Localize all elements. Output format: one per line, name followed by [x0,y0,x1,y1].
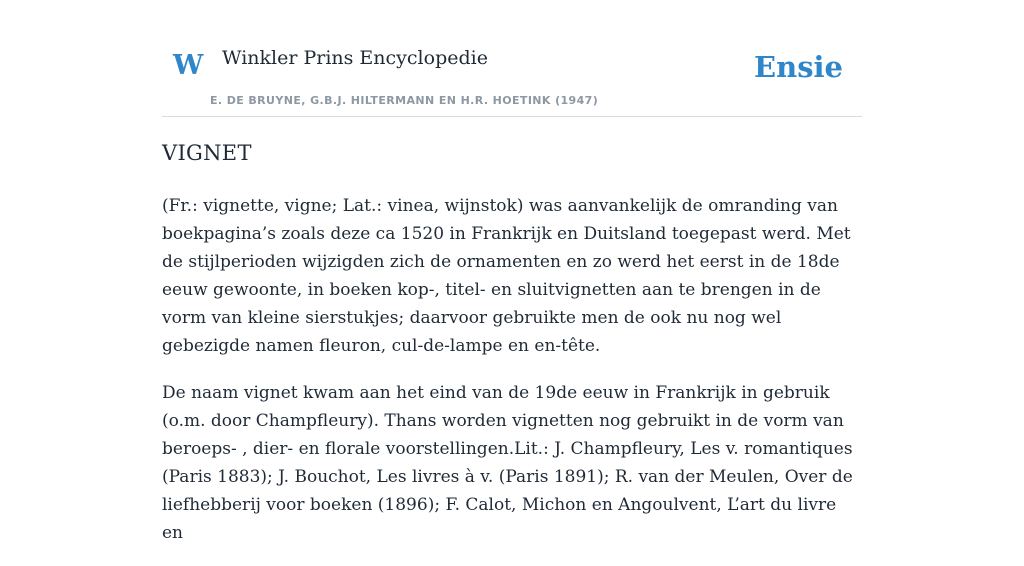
source-title[interactable]: Winkler Prins Encyclopedie [222,47,488,69]
article-paragraph: (Fr.: vignette, vigne; Lat.: vinea, wijnstok) was aanvankelijk de omranding van boekpagina’s zoals deze ca 1520 in Frankrijk en Duitsland toegepast werd. Met de stijlperioden wijzigden zich de ornamenten en zo werd het eerst in de 18de eeuw gewoonte, in boeken kop-, titel- en sluitvignetten aan te brengen in de vorm van kleine sierstukjes; daarvoor gebruikte men de ook nu nog wel gebezigde namen fleuron, cul-de-lampe en en-tête. [162,196,851,356]
source-authors: E. DE BRUYNE, G.B.J. HILTERMANN EN H.R. HOETINK (1947) [210,94,599,107]
site-header [162,40,862,117]
logo-icon[interactable]: W [173,50,204,81]
page-title: VIGNET [162,141,252,165]
brand-logo[interactable]: Ensie [754,50,843,84]
article-body [162,192,862,566]
article-paragraph: De naam vignet kwam aan het eind van de 19de eeuw in Frankrijk in gebruik (o.m. door Champfleury). Thans worden vignetten nog gebruikt in de vorm van beroeps- , dier- en florale voorstellingen.Lit.: J. Champfleury, Les v. romantiques (Paris 1883); J. Bouchot, Les livres à v. (Paris 1891); R. van der Meulen, Over de liefhebberij voor boeken (1896); F. Calot, Michon en Angoulvent, L’art du livre en [162,383,853,543]
